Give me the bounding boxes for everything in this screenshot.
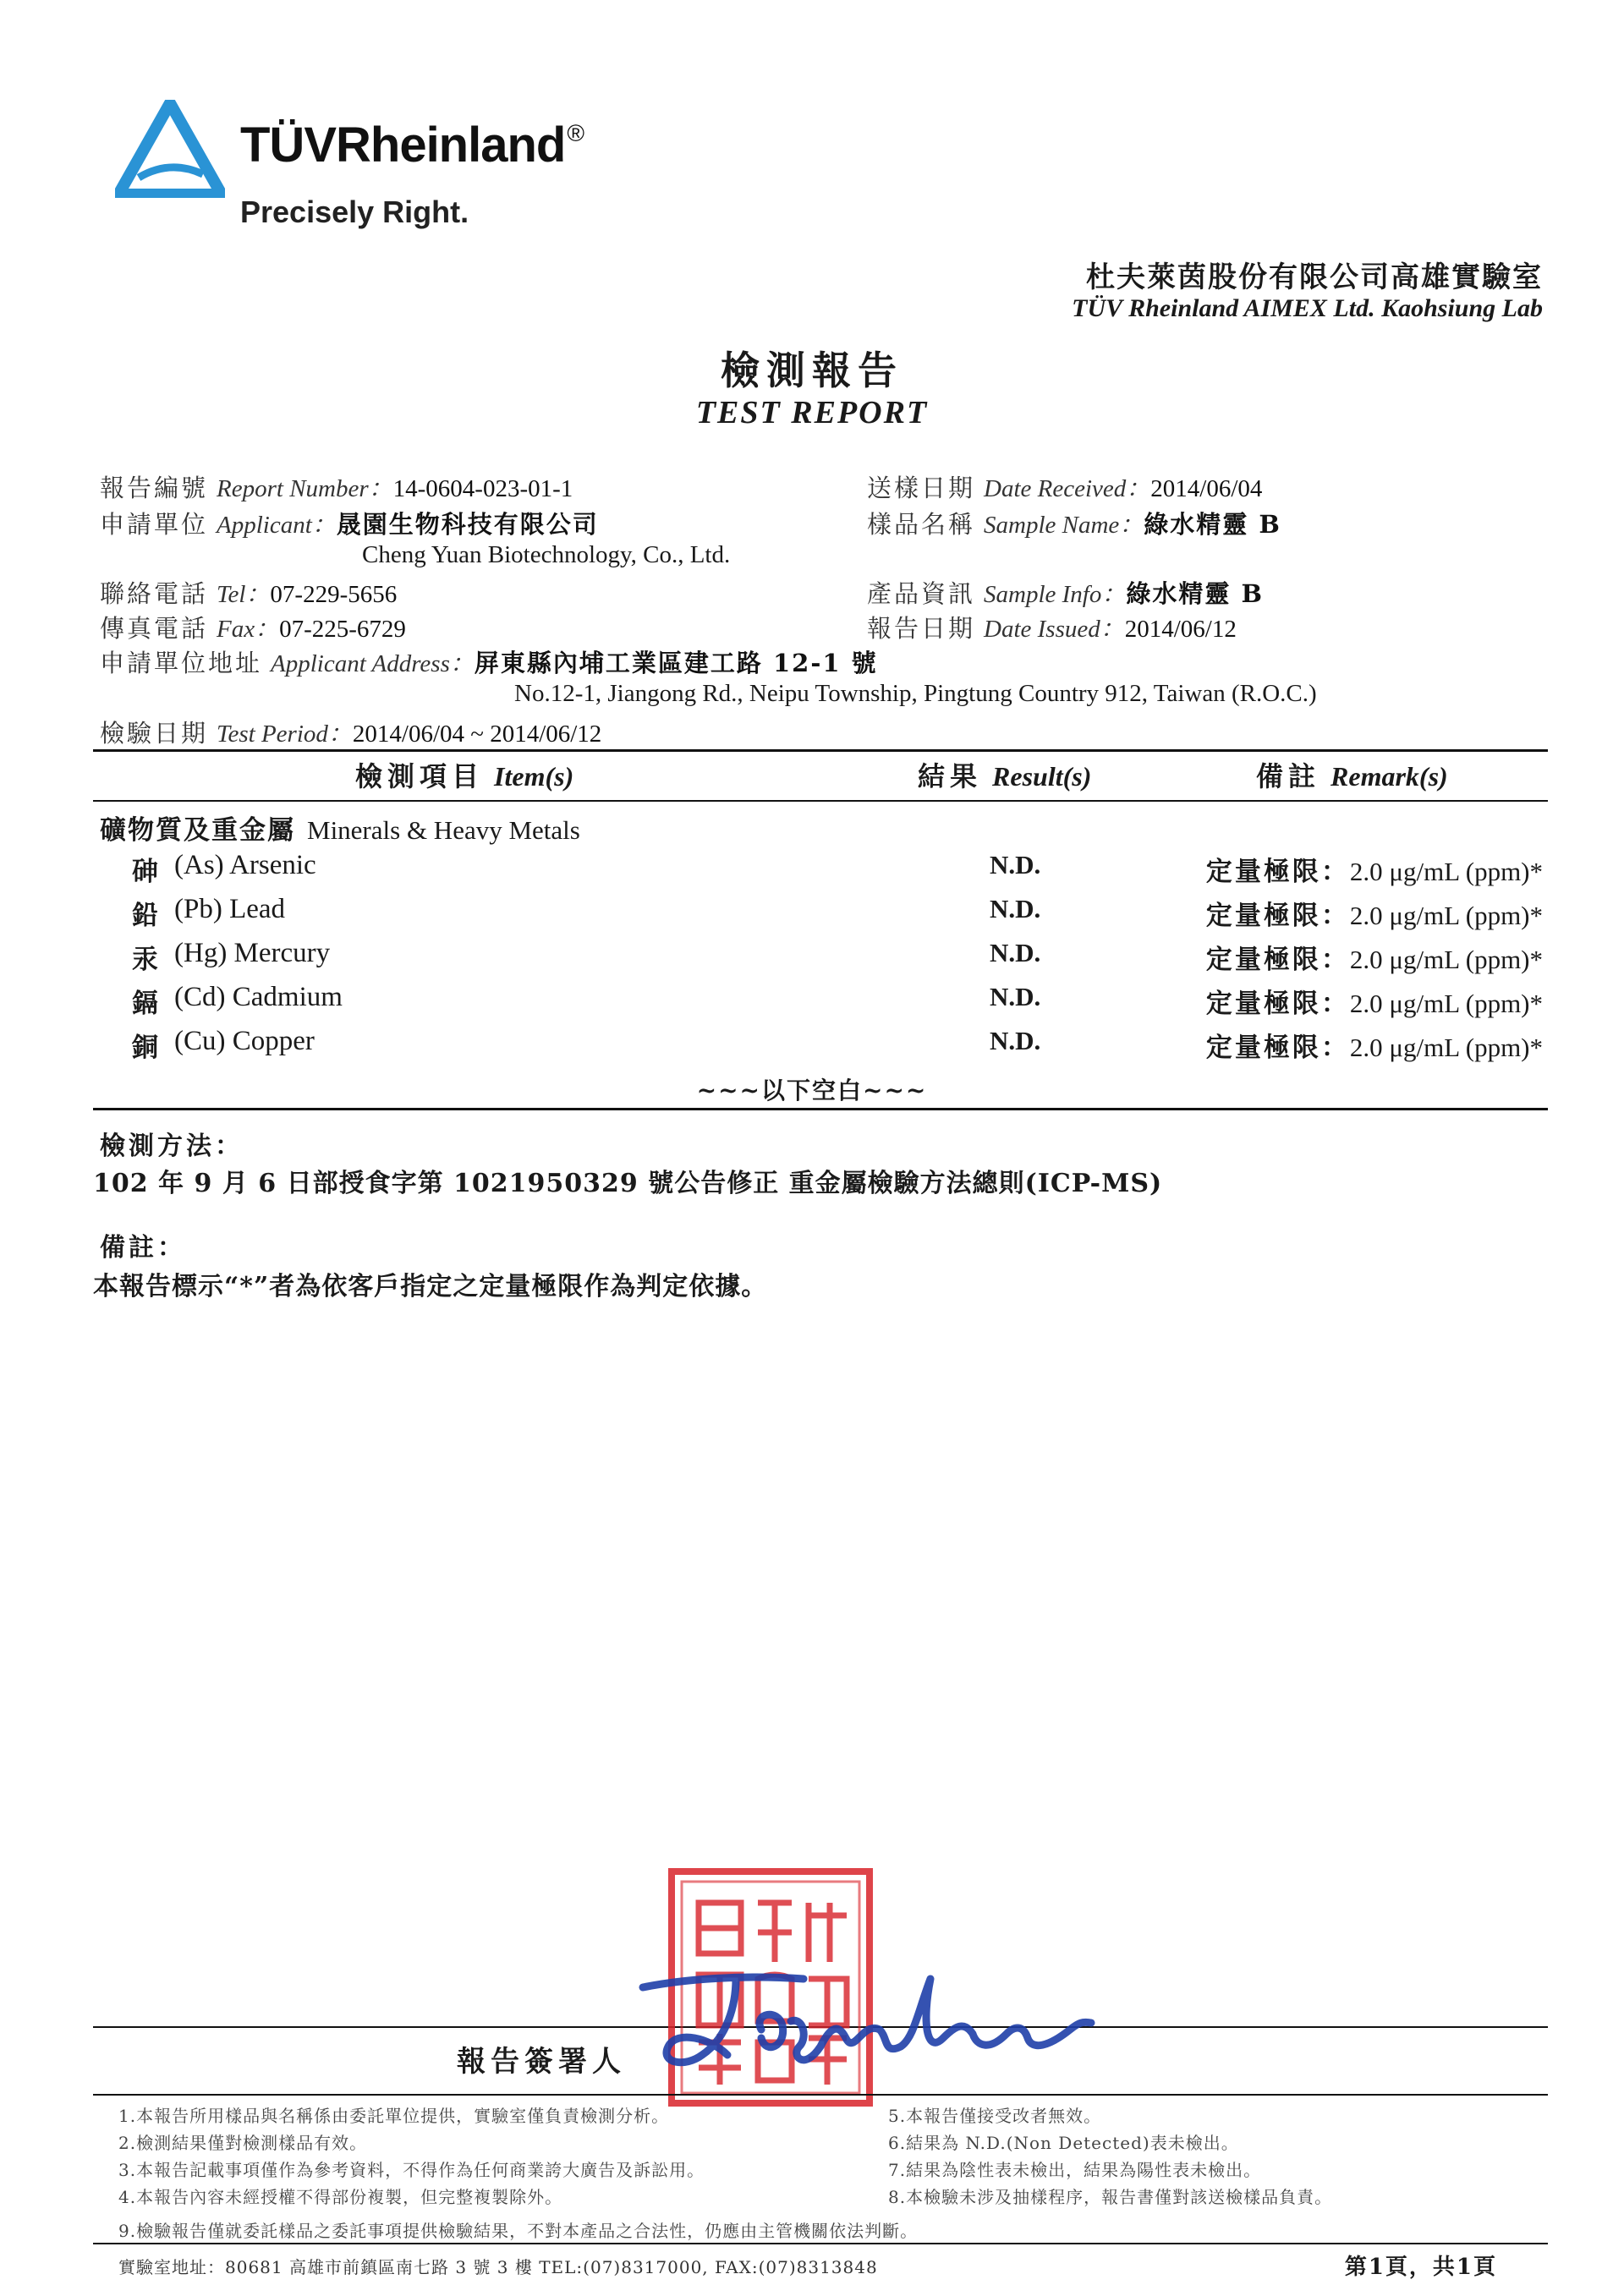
method-text: 102 年 9 月 6 日部授食字第 1021950329 號公告修正 重金屬檢驗方法總則(ICP-MS) [93,1169,1163,1198]
group-label: 礦物質及重金屬 Minerals & Heavy Metals [100,815,580,846]
row-name: (Cu) Copper [174,1026,315,1056]
fax-value: 07-225-6729 [279,616,406,643]
fine-print-line: 4.本報告內容未經授權不得部份複製，但完整複製除外。 [118,2187,563,2207]
fine-print-line: 2.檢測結果僅對檢測樣品有效。 [118,2133,368,2153]
fine-print-top-rule [93,2094,1548,2096]
row-remark: 定量極限：2.0 μg/mL (ppm)* [1205,857,1543,887]
date-received-value: 2014/06/04 [1150,475,1263,502]
test-period-value: 2014/06/04 ~ 2014/06/12 [352,721,602,748]
fine-print-line: 6.結果為 N.D.(Non Detected)表未檢出。 [888,2133,1239,2153]
table-header-rule [93,800,1548,802]
row-name: (Cd) Cadmium [174,982,343,1012]
row-name: (As) Arsenic [174,850,316,880]
report-number-row [100,469,573,504]
row-result: N.D. [990,938,1041,967]
footer-rule [93,2243,1548,2244]
test-period-label-zh: 檢驗日期 [100,719,209,748]
test-period-label-en: Test Period： [217,721,353,748]
address-value-zh: 屏東縣內埔工業區建工路 12-1 號 [474,649,878,677]
report-number-label-zh: 報告編號 [100,474,209,502]
report-number-value: 14-0604-023-01-1 [392,475,573,502]
table-row [0,850,1624,894]
applicant-label-zh: 申請單位 [100,510,209,539]
signer-label: 報告簽署人 [457,2045,626,2079]
report-title-zh: 檢測報告 [721,348,903,393]
row-symbol: 汞 [132,945,158,975]
date-received-label-zh: 送樣日期 [867,474,976,502]
remarks-title: 備註： [100,1233,186,1263]
registered-mark-icon: ® [567,120,584,146]
row-remark: 定量極限：2.0 μg/mL (ppm)* [1205,989,1543,1019]
row-remark: 定量極限：2.0 μg/mL (ppm)* [1205,901,1543,931]
address-value-en: No.12-1, Jiangong Rd., Neipu Township, Pingtung Country 912, Taiwan (R.O.C.) [514,680,1317,707]
table-top-rule [93,749,1548,752]
header-item: 檢測項目 Item(s) [355,760,574,792]
table-row [0,1026,1624,1070]
tel-value: 07-229-5656 [270,581,398,608]
tel-label-zh: 聯絡電話 [100,579,209,608]
row-symbol: 鎘 [132,989,158,1019]
fine-print-line: 9.檢驗報告僅就委託樣品之委託事項提供檢驗結果，不對本產品之合法性，仍應由主管機關依法判斷。 [118,2221,919,2241]
table-row [0,938,1624,982]
date-received-label-en: Date Received： [984,475,1151,502]
tel-label-en: Tel： [217,581,271,608]
row-result: N.D. [990,850,1041,879]
sample-info-label-zh: 產品資訊 [867,579,976,608]
fine-print-line: 5.本報告僅接受改者無效。 [888,2106,1102,2126]
address-label-en: Applicant Address： [271,650,475,677]
lab-name-en: TÜV Rheinland AIMEX Ltd. Kaohsiung Lab [1072,294,1543,322]
fine-print-line: 8.本檢驗未涉及抽樣程序，報告書僅對該送檢樣品負責。 [888,2187,1333,2207]
sample-name-label-zh: 樣品名稱 [867,510,976,539]
fine-print-line: 7.結果為陰性表未檢出，結果為陽性表未檢出。 [888,2160,1262,2180]
header-result: 結果 Result(s) [918,760,1092,792]
report-title-en: TEST REPORT [695,395,929,430]
address-row [100,644,878,679]
lab-name-zh: 杜夫萊茵股份有限公司高雄實驗室 [1086,260,1543,294]
table-row [0,894,1624,938]
sample-info-row [867,575,1264,610]
remarks-text: 本報告標示“*”者為依客戶指定之定量極限作為判定依據。 [93,1272,768,1301]
fine-print-line: 1.本報告所用樣品與名稱係由委託單位提供，實驗室僅負責檢測分析。 [118,2106,670,2126]
header-remark: 備註 Remark(s) [1256,760,1448,792]
row-result: N.D. [990,982,1041,1011]
applicant-label-en: Applicant： [217,512,337,539]
date-issued-row [867,610,1237,644]
applicant-row [100,506,599,540]
row-symbol: 銅 [132,1033,158,1063]
date-issued-value: 2014/06/12 [1124,616,1237,643]
table-bottom-rule [93,1108,1548,1110]
address-label-zh: 申請單位地址 [100,649,263,677]
report-number-label-en: Report Number： [217,475,393,502]
date-issued-label-en: Date Issued： [984,616,1125,643]
fax-row [100,610,406,644]
table-row [0,982,1624,1026]
row-result: N.D. [990,894,1041,923]
method-title: 檢測方法： [100,1132,244,1161]
date-issued-label-zh: 報告日期 [867,614,976,643]
row-symbol: 砷 [132,857,158,887]
fax-label-zh: 傳真電話 [100,614,209,643]
test-period-row [100,715,601,749]
end-of-table-mark: ~~~以下空白~~~ [696,1077,928,1104]
sample-name-row [867,506,1281,540]
sample-info-label-en: Sample Info： [984,581,1127,608]
brand-name: TÜVRheinland® [240,118,584,173]
tel-row [100,575,397,610]
row-remark: 定量極限：2.0 μg/mL (ppm)* [1205,1033,1543,1063]
sample-name-label-en: Sample Name： [984,512,1144,539]
brand-tagline: Precisely Right. [240,195,469,229]
applicant-value-en: Cheng Yuan Biotechnology, Co., Ltd. [362,541,731,568]
lab-address: 實驗室地址：80681 高雄市前鎮區南七路 3 號 3 樓 TEL:(07)8317000, FAX:(07)8313848 [118,2257,878,2277]
date-received-row [867,469,1262,504]
page-number: 第1頁，共1頁 [1344,2255,1497,2280]
sample-info-value: 綠水精靈 B [1126,579,1264,608]
sample-name-value: 綠水精靈 B [1144,510,1281,539]
fine-print-line: 3.本報告記載事項僅作為參考資料，不得作為任何商業誇大廣告及訴訟用。 [118,2160,705,2180]
row-name: (Hg) Mercury [174,938,331,968]
row-symbol: 鉛 [132,901,158,931]
row-name: (Pb) Lead [174,894,286,924]
tuv-logo-icon [115,100,225,198]
handwritten-signature-icon [609,1928,1100,2097]
applicant-value-zh: 晟園生物科技有限公司 [336,510,599,539]
row-result: N.D. [990,1026,1041,1055]
fax-label-en: Fax： [217,616,280,643]
row-remark: 定量極限：2.0 μg/mL (ppm)* [1205,945,1543,975]
